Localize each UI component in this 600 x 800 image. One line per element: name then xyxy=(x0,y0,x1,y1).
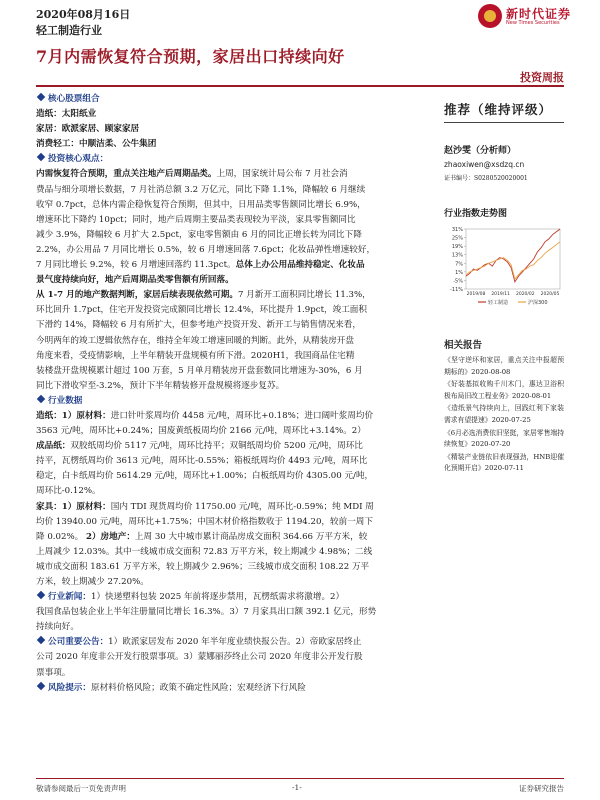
analyst-cert: 证书编号：S0280520020001 xyxy=(444,175,528,182)
paragraph-line: 成品纸：双胶纸周均价 5117 元/吨，周环比持平；双铜纸周均价 5200 元/吨，周环比 xyxy=(36,441,363,452)
paragraph-line: 风险提示：原材料价格风险；政策不确定性风险；宏观经济下行风险 xyxy=(36,681,436,696)
analyst-email[interactable]: zhaoxiwen@xsdzq.cn xyxy=(444,160,525,169)
paragraph-line: 票事项。 xyxy=(36,667,71,678)
diamond-bullet-icon xyxy=(37,681,45,689)
paragraph-line: 环比回升 1.7pct，住宅开发投资完成额同比增长 12.4%，环比提升 1.9pct，竣工面积 xyxy=(36,305,367,316)
footer-disclaimer: 敬请参阅最后一页免责声明 xyxy=(36,784,126,793)
x-tick-label: 2019/11 xyxy=(491,292,511,297)
legend-label: 轻工制造 xyxy=(488,300,509,306)
paragraph-line: 内需恢复符合预期，重点关注地产后周期品类。上周，国家统计局公布 7 月社会消 xyxy=(36,169,348,180)
sidebar xyxy=(444,92,564,776)
footer-divider xyxy=(36,778,564,779)
paragraph-line: 下滑约 14%，降幅较 6 月有所扩大，但参考地产投资开发、新开工与销售情况来看， xyxy=(36,320,361,331)
paragraph-line: 角度来看，受疫情影响，上半年精装开盘规模有所下滑。2020H1，我国商品住宅精 xyxy=(36,350,355,361)
paragraph-line: 造纸：1）原材料：进口针叶浆周均价 4458 元/吨，周环比+0.18%；进口阔叶浆周均价 xyxy=(36,410,374,421)
paragraph-line: 城市成交面积 183.61 万平方米，较上期减少 2.96%；三线城市成交面积 108.22 万平 xyxy=(36,561,370,572)
industry-name: 轻工制造行业 xyxy=(36,24,102,37)
index-chart xyxy=(444,225,564,307)
paragraph-line: 装楼盘开盘规模累计超过 100 万套，5 月单月精装房开盘套数同比增速为-30%，6 月 xyxy=(36,365,363,376)
portfolio-line: 家居：欧派家居、顾家家居 xyxy=(36,124,140,135)
paragraph-line: 增速环比下降约 10pct；同时，地产后周期主要品类表现较为平淡，家具零售额同比 xyxy=(36,214,356,225)
paragraph-line: 2.2%，办公用品 7 月同比增长 0.5%，较 6 月增速回落 7.6pct；化妆品弹性增速较好， xyxy=(36,244,376,255)
paragraph-line: 上周减少 12.03%。其中一线城市成交面积 72.83 万平方米，较上期减少 4.98%；二线 xyxy=(36,546,373,557)
rating: 推荐（维持评级） xyxy=(444,102,553,117)
paragraph-line: 周环比-0.12%。 xyxy=(36,486,101,497)
y-tick-label: 25% xyxy=(451,235,463,242)
paragraph-line: 7 月同比增长 9.2%，较 6 月增速回落约 11.3pct。总体上办公用品维持稳定、化妆品 xyxy=(36,260,365,271)
y-tick-label: 7% xyxy=(455,261,463,268)
x-tick-label: 2020/02 xyxy=(515,292,535,297)
y-tick-label: 13% xyxy=(451,252,463,259)
section-heading: 行业数据 xyxy=(36,394,436,409)
y-tick-label: -5% xyxy=(453,278,463,285)
chart-title: 行业指数走势图 xyxy=(444,209,508,219)
analyst-name: 赵沙雯（分析师） xyxy=(444,146,517,156)
report-type: 投资周报 xyxy=(520,71,564,84)
related-item[interactable]: 《造纸景气持续向上，回践红利下家装需求有望提速》2020-07-25 xyxy=(444,404,564,424)
chart-frame xyxy=(466,229,560,289)
footer-label: 证券研究报告 xyxy=(519,784,564,793)
paragraph-line: 我国食品包装企业上半年注册量同比增长 16.3%。3）7 月家具出口额 392.1 亿元，形势 xyxy=(36,607,377,618)
diamond-bullet-icon xyxy=(37,591,45,599)
related-item[interactable]: 《好装基拟收购千川木门，惠达卫浴积极布局旧改工程业务》2020-08-01 xyxy=(444,380,564,400)
related-title: 相关报告 xyxy=(444,340,483,351)
related-list xyxy=(444,355,564,475)
paragraph-line: 从 1-7 月的地产数据判断，家居后续表现依然可期。7 月新开工面积同比增长 11.3%， xyxy=(36,290,371,301)
diamond-bullet-icon xyxy=(37,153,45,161)
diamond-bullet-icon xyxy=(37,395,45,403)
paragraph-line: 稳定，白卡纸周均价 5614.29 元/吨，周环比+1.00%；白板纸周均价 4305.00 元/吨， xyxy=(36,471,374,482)
brand-logo-icon xyxy=(478,4,502,28)
paragraph-line: 同比下滑收窄至-3.2%，预计下半年精装修开盘规模将逐步复苏。 xyxy=(36,380,285,391)
paragraph-line: 降 0.02%。 2）房地产：上周 30 大中城市累计商品房成交面积 364.66 万平方米，较 xyxy=(36,531,368,542)
paragraph-line: 持平，瓦楞纸周均价 3613 元/吨，周环比-0.55%；箱板纸周均价 4493 元/吨，周环比 xyxy=(36,456,368,467)
series-line xyxy=(466,242,560,279)
rating-divider xyxy=(444,122,564,123)
related-item[interactable]: 《6月必选消费依旧坚挺，家居零售端持续恢复》2020-07-20 xyxy=(444,428,564,449)
section-heading: 投资核心观点： xyxy=(36,152,436,167)
y-tick-label: 31% xyxy=(451,227,463,233)
y-tick-label: 1% xyxy=(455,269,463,276)
series-line xyxy=(466,229,560,282)
paragraph-line: 费品与细分项增长数据，7 月社消总额 3.2 万亿元，同比下降 1.1%，降幅较 6 月继续 xyxy=(36,184,366,195)
report-title: 7月内需恢复符合预期，家居出口持续向好 xyxy=(36,47,345,66)
diamond-bullet-icon xyxy=(37,636,45,644)
paragraph-line: 方米，较上期减少 27.20%。 xyxy=(36,577,149,587)
page-number: -1- xyxy=(292,783,302,792)
paragraph-line: 持续向好。 xyxy=(36,622,79,633)
paragraph-line: 公司重要公告：1）欧派家居发布 2020 年半年度业绩快报公告。2）帝欧家居终止 xyxy=(36,635,436,650)
y-tick-label: 19% xyxy=(451,244,463,251)
paragraph-line: 今明两年的竣工逻辑依然存在，维持全年竣工增速回暖的判断。此外，从精装房开盘 xyxy=(36,335,354,346)
main-body xyxy=(36,92,436,776)
index-chart-svg xyxy=(444,225,564,307)
brand-logo xyxy=(478,4,588,30)
paragraph-line: 家具：1）原材料：国内 TDI 现货周均价 11750.00 元/吨，周环比-0.59%；纯 MDI 周 xyxy=(36,501,374,512)
paragraph-line: 行业新闻：1）快递塑料包装 2025 年前将逐步禁用，瓦楞纸需求将激增。2） xyxy=(36,590,436,605)
x-tick-label: 2019/08 xyxy=(466,292,486,297)
brand-name-en: New Times Securities xyxy=(506,20,560,26)
x-tick-label: 2020/05 xyxy=(540,292,560,297)
paragraph-line: 减少 3.9%，降幅较 6 月扩大 2.5pct，家电零售额由 6 月的同比正增长转为同比下降 xyxy=(36,229,362,240)
portfolio-line: 造纸：太阳纸业 xyxy=(36,109,97,120)
paragraph-line: 收窄 0.7pct，总体内需企稳恢复符合预期，但其中，日用品类零售额同比增长 6.9%， xyxy=(36,199,366,210)
paragraph-line: 景气度持续向好，地产后周期品类零售额有所回落。 xyxy=(36,275,234,286)
portfolio-line: 消费轻工：中顺洁柔、公牛集团 xyxy=(36,139,157,150)
legend-label: 沪深300 xyxy=(528,300,548,306)
report-date: 2020年08月16日 xyxy=(36,8,131,21)
y-tick-label: -11% xyxy=(450,287,463,293)
paragraph-line: 均价 13940.00 元/吨，周环比+1.75%；中国木材价格指数收于 1194.20，较前一周下 xyxy=(36,516,373,527)
related-item[interactable]: 《精装产业链依旧表现强劲，HNB迎催化预期开启》2020-07-11 xyxy=(444,452,564,473)
brand-name-cn: 新时代证券 xyxy=(506,7,572,21)
related-item[interactable]: 《坚守逆坏和家居，重点关注中报超预期标的》2020-08-08 xyxy=(444,356,564,376)
paragraph-line: 3563 元/吨，周环比+0.24%；国废黄纸板周均价 2166 元/吨，周环比+3.14%。2） xyxy=(36,426,366,437)
header-divider xyxy=(36,85,564,87)
section-heading: 核心股票组合 xyxy=(36,92,436,107)
diamond-bullet-icon xyxy=(37,93,45,101)
paragraph-line: 公司 2020 年度非公开发行股票事项。3）蒙娜丽莎终止公司 2020 年度非公开发行股 xyxy=(36,652,363,663)
